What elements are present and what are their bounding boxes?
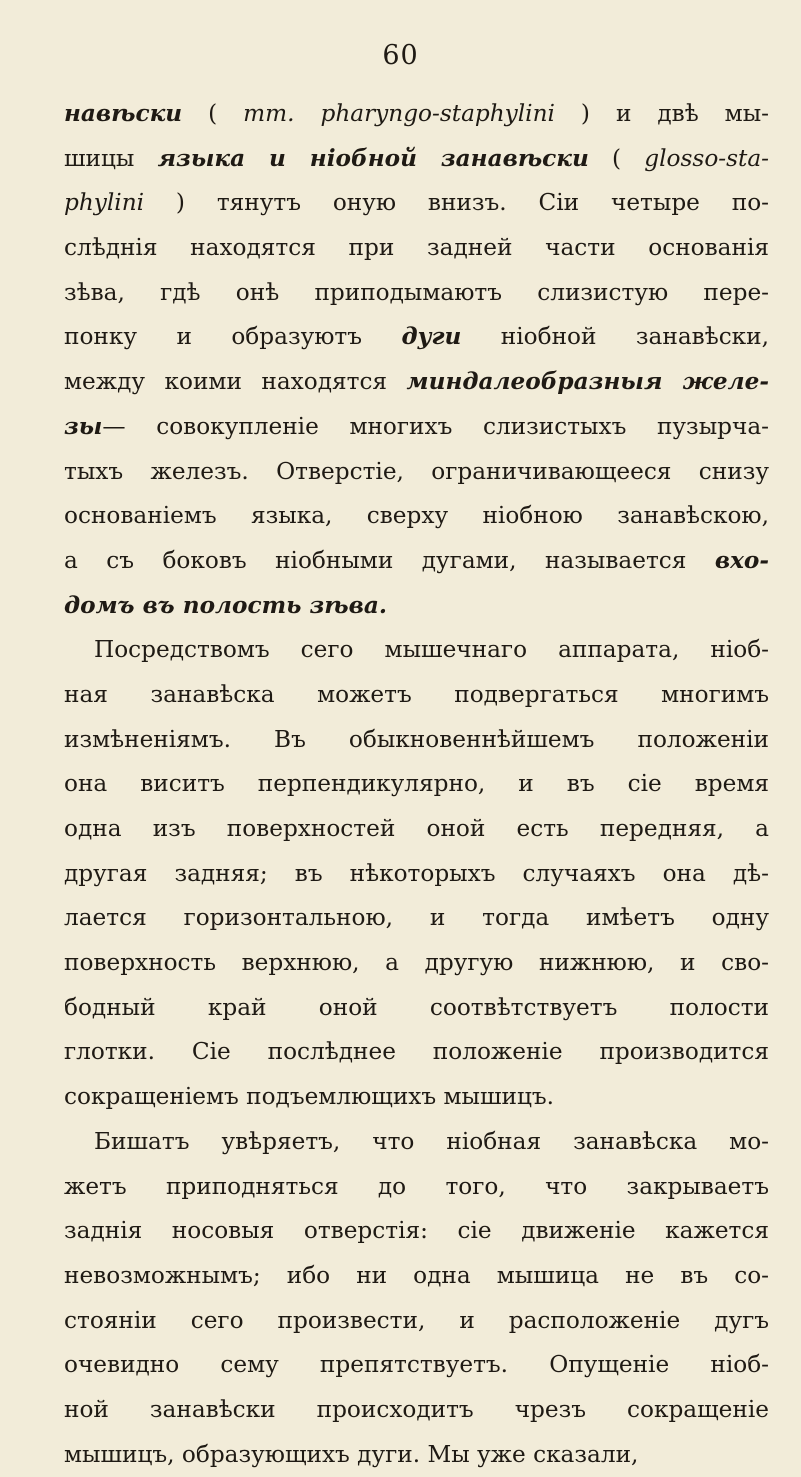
text-segment: домъ въ полость зѣва. <box>64 591 387 619</box>
text-segment: лается горизонтальною, и тогда имѣетъ одну <box>64 904 769 932</box>
text-segment: основаніемъ языка, сверху ніобною занавѣскою, <box>64 502 769 530</box>
text-line <box>64 315 769 360</box>
text-line <box>64 1299 769 1344</box>
text-segment: миндалеобразныя желе- <box>406 368 769 396</box>
text-segment: а съ боковъ ніобными дугами, называется <box>64 546 715 574</box>
text-segment: глотки. Сіе послѣднее положеніе производится <box>64 1038 769 1066</box>
text-segment: ніобной занавѣски, <box>461 323 769 351</box>
text-segment: слѣднія находятся при задней части основанія <box>64 234 769 262</box>
text-segment: сокращеніемъ подъемлющихъ мышицъ. <box>64 1083 555 1111</box>
text-segment: ) тянутъ оную внизъ. Сіи четыре по- <box>144 189 769 217</box>
text-segment: ( <box>182 100 244 127</box>
text-line <box>64 450 769 495</box>
text-line <box>64 673 769 718</box>
text-line <box>64 986 769 1031</box>
text-line <box>64 92 769 137</box>
text-segment: понку и образуютъ <box>64 323 402 351</box>
text-segment: glosso-sta- <box>644 144 769 172</box>
text-line <box>64 1075 769 1120</box>
text-line <box>64 718 769 763</box>
text-line <box>64 271 769 316</box>
text-line <box>64 1165 769 1210</box>
text-line <box>64 1433 769 1477</box>
text-line <box>64 584 769 629</box>
text-segment: заднія носовыя отверстія: сіе движеніе кажется <box>64 1217 769 1245</box>
text-segment: очевидно сему препятствуетъ. Опущеніе ніоб- <box>64 1351 769 1379</box>
text-segment: поверхность верхнюю, а другую нижнюю, и сво- <box>64 949 769 977</box>
text-line <box>64 360 769 405</box>
text-segment: ( <box>588 144 645 172</box>
text-line <box>64 1388 769 1433</box>
text-segment: невозможнымъ; ибо ни одна мышица не въ со- <box>64 1261 769 1289</box>
page-number: 60 <box>382 40 419 71</box>
text-line <box>64 1120 769 1165</box>
text-segment: вхо- <box>714 546 769 574</box>
text-line <box>64 1030 769 1075</box>
text-segment: шицы <box>64 144 158 172</box>
text-segment: ная занавѣска можетъ подвергаться многимъ <box>64 680 769 708</box>
text-segment: дуги <box>401 323 462 351</box>
text-line <box>64 405 769 450</box>
text-line <box>64 807 769 852</box>
text-segment: она виситъ перпендикулярно, и въ сіе время <box>64 770 769 798</box>
text-segment: измѣненіямъ. Въ обыкновеннѣйшемъ положеніи <box>64 725 769 753</box>
text-segment: навѣски <box>64 100 183 127</box>
text-segment: mm. pharyngo-staphylini <box>243 100 555 127</box>
text-line <box>64 137 769 182</box>
body-text <box>64 92 769 1477</box>
text-line <box>64 181 769 226</box>
text-line <box>64 896 769 941</box>
text-segment: между коими находятся <box>64 368 407 396</box>
text-segment: зѣва, гдѣ онѣ приподымаютъ слизистую пере- <box>64 278 769 306</box>
text-line <box>64 1209 769 1254</box>
text-segment: ) и двѣ мы- <box>554 100 769 127</box>
text-segment: бодный край оной соотвѣтствуетъ полости <box>64 993 769 1021</box>
text-line <box>64 762 769 807</box>
text-segment: жетъ приподняться до того, что закрываетъ <box>64 1172 769 1200</box>
text-segment: phylini <box>64 189 145 217</box>
text-segment: Посредствомъ сего мышечнаго аппарата, ніоб- <box>94 636 769 664</box>
text-line <box>64 494 769 539</box>
text-segment: другая задняя; въ нѣкоторыхъ случаяхъ она дѣ- <box>64 859 769 887</box>
text-segment: ной занавѣски происходитъ чрезъ сокращеніе <box>64 1395 769 1423</box>
text-segment: тыхъ железъ. Отверстіе, ограничивающееся снизу <box>64 457 769 485</box>
text-segment: Бишатъ увѣряетъ, что ніобная занавѣска мо- <box>94 1127 769 1155</box>
text-segment: одна изъ поверхностей оной есть передняя, а <box>64 815 769 842</box>
text-segment: зы <box>64 412 103 440</box>
text-line <box>64 539 769 584</box>
text-line <box>64 226 769 271</box>
text-line <box>64 941 769 986</box>
text-line <box>64 1254 769 1299</box>
text-segment: стояніи сего произвести, и расположеніе дугъ <box>64 1306 769 1334</box>
text-segment: мышицъ, образующихъ дуги. Мы уже сказали, <box>64 1440 639 1468</box>
text-segment: — совокупленіе многихъ слизистыхъ пузырча- <box>102 412 769 440</box>
text-line <box>64 852 769 897</box>
text-line <box>64 628 769 673</box>
text-segment: языка и ніобной занавѣски <box>157 144 589 172</box>
